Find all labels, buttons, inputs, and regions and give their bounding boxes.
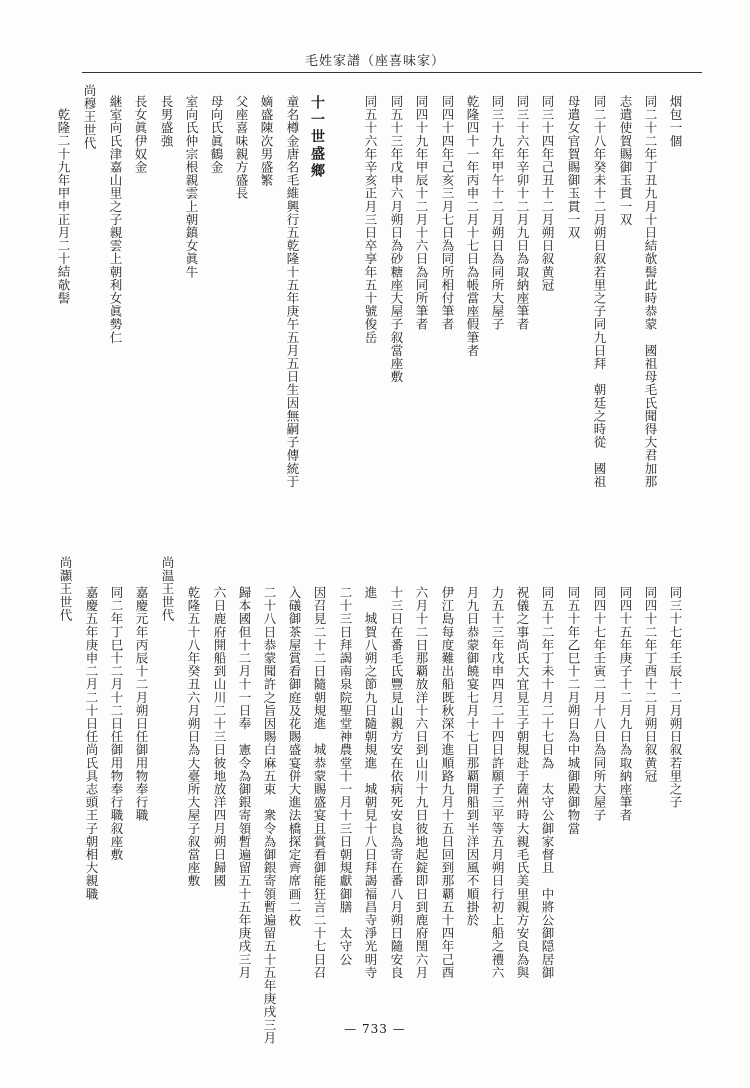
upper-col-8: 同三十九年甲午十二月朔日為同所大屋子: [490, 95, 505, 331]
upper-col-21: 長女眞伊奴金: [133, 95, 148, 174]
lower-col-14: 二十三日拜謁南泉院聖堂神農堂十一月十三日朝規獻御膳 太守公: [338, 586, 353, 966]
lower-col-18: 歸本國但十二月十一日奉 憲令為御銀寄領暫遍留五十五年庚戌三月: [237, 586, 252, 979]
section-heading: 十一世盛鄉: [309, 95, 325, 180]
lower-col-19: 六日鹿府開船到山川二十三日彼地放洋四月朔日歸國: [212, 586, 227, 888]
lower-col-8: 力五十三年戊申四月二十四日許願子三平等五月朔日行初上船之禮六: [490, 586, 505, 979]
lower-col-20: 乾隆五十八年癸丑六月朔日為大臺所大屋子叙當座敷: [186, 586, 201, 888]
upper-col-1: 烟包一個: [668, 95, 683, 148]
upper-col-4: 同二十八年癸未十二月朔日叙若里之子同九日拜 朝廷之時從 國祖: [592, 95, 607, 488]
upper-col-24: 乾隆二十九年甲申正月二十結欹髻: [56, 108, 71, 305]
upper-col-7: 同三十六年辛卯十二月九日為取納座筆者: [515, 95, 530, 331]
lower-col-23: 同二年丁巳十二月十二日任御用物奉行職叙座敷: [109, 586, 124, 862]
upper-col-3: 志遣使賀賜御玉貫一双: [618, 95, 633, 226]
upper-col-10: 同四十四年己亥三月七日為同所相付筆者: [440, 95, 455, 331]
upper-col-20: 長男盛強: [159, 95, 174, 148]
upper-col-5: 母遣女官賀賜御玉貫一双: [566, 95, 581, 240]
lower-col-5: 同五十年乙巳十二月朔日為中城御殿御物當: [566, 586, 581, 835]
upper-col-19: 室向氏仲宗根親雲上朝鎮女眞牛: [184, 95, 199, 279]
lower-col-10: 伊江島每度難出船既秋深不進順路九月十五日回到那覇五十四年己酉: [440, 586, 455, 979]
upper-col-16: 嫡盛陳次男盛繁: [259, 95, 274, 187]
lower-col-1: 同三十七年壬辰十二月朔日叙若里之子: [668, 586, 683, 809]
upper-col-13: 同五十六年辛亥正月三日卒享年五十號俊岳: [363, 95, 378, 344]
lower-col-6: 同五十二年丁未十月二十七日為 太守公御家督且 中將公御隠居御: [540, 586, 555, 979]
upper-col-6: 同三十四年己丑十二月朔日叙黄冠: [540, 95, 555, 292]
reign-heading-lower-1: 尚温王世代: [160, 556, 175, 622]
lower-col-2: 同四十二年丁酉十二月朔日叙黄冠: [643, 586, 658, 783]
header-rule: [82, 72, 702, 73]
upper-col-18: 母向氏眞鶴金: [209, 95, 224, 174]
upper-col-15: 童名樽金唐名毛維興行五乾隆十五年庚午五月五日生因無嗣子傳統于: [285, 95, 300, 488]
reign-heading-lower-2: 尚灝王世代: [58, 556, 73, 622]
lower-col-9: 月九日恭蒙御饒宴七月十七日那覇開船到半洋因風不順掛於: [465, 586, 480, 927]
lower-col-13: 進 城賀八朔之節九日隨朝規進 城朝見十八日拜謁福昌寺淨光明寺: [363, 586, 378, 979]
lower-col-7: 祝儀之事尚氏大宜見王子朝規赴于薩州時大親毛氏美里親方安良為與: [515, 586, 530, 979]
lower-col-15: 因召見二十二日隨朝規進 城恭蒙賜盛宴且賞看御能狂言二十七日召: [312, 586, 327, 979]
upper-col-9: 乾隆四十一年丙申二月十七日為帳當座假筆者: [465, 95, 480, 357]
lower-col-17: 二十八日恭蒙聞許之旨因賜白麻五束 衆令為御銀寄領暫遍留五十五年庚戌三月: [262, 586, 277, 1045]
upper-col-22: 継室向氏津嘉山里之子親雲上朝利女眞勢仁: [108, 95, 123, 344]
upper-col-17: 父座喜味親方盛長: [234, 95, 249, 200]
lower-col-12: 十三日在番毛氏豐見山親方安在依病死安良為寄在番八月朔日隨安良: [389, 586, 404, 979]
upper-col-2: 同二十二年丁丑九月十日結欹髻此時恭蒙 國祖母毛氏聞得大君加那: [643, 95, 658, 488]
page-header: 毛姓家譜（座喜味家）: [304, 54, 445, 69]
upper-col-11: 同四十九年甲辰十二月十六日為同所筆者: [414, 95, 429, 331]
lower-col-4: 同四十七年壬寅二月十八日為同所大屋子: [592, 586, 607, 822]
lower-col-3: 同四十五年庚子十二月九日為取納座筆者: [618, 586, 633, 822]
reign-heading-upper: 尚穆王世代: [82, 84, 97, 150]
page-number: — 733 —: [344, 1022, 406, 1036]
lower-col-11: 六月十二日那覇放洋十六日到山川十九日彼地起錠即日到鹿府閏六月: [414, 586, 429, 979]
lower-col-22: 嘉慶元年丙辰十二月朔日任御用物奉行職: [134, 586, 149, 822]
upper-col-12: 同五十三年戊申六月朔日為砂糖座大屋子叙當座敷: [389, 95, 404, 384]
lower-col-24: 嘉慶五年庚申二月二十日任尚氏具志頭王子朝相大親職: [84, 586, 99, 901]
lower-col-16: 入礒御茶屋賞看御庭及花賜盛宴併大進法橋探定齊席画二枚: [287, 586, 302, 927]
